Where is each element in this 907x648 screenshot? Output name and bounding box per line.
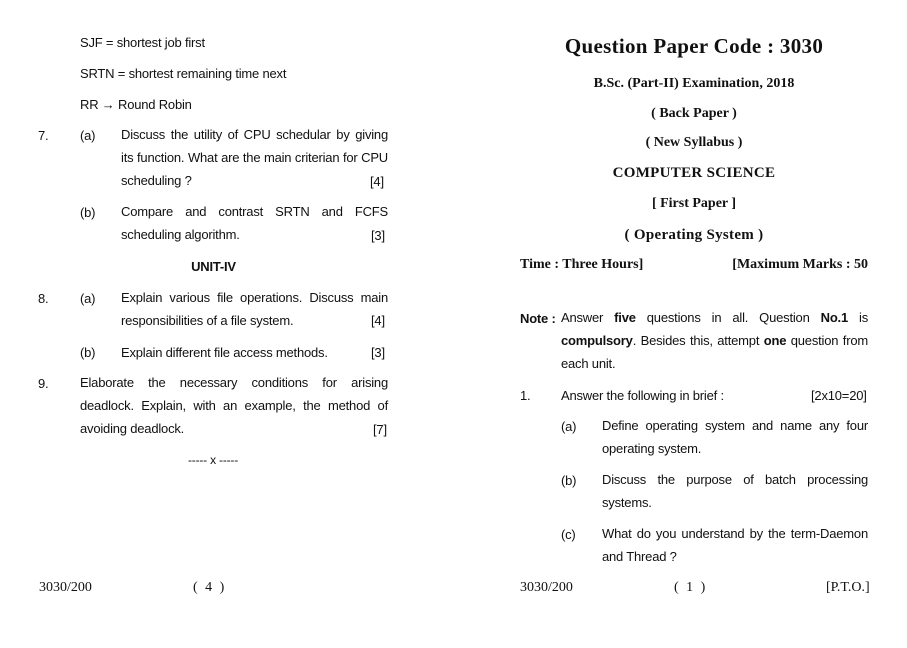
q7-number: 7.: [38, 128, 49, 143]
paper-type: ( Back Paper ): [651, 106, 737, 121]
q8a-text: Explain various file operations. Discuss main responsibilities of a file system.: [121, 290, 388, 328]
q8a-label: (a): [80, 291, 96, 306]
q1-text: Answer the following in brief :: [561, 388, 724, 403]
syllabus: ( New Syllabus ): [645, 135, 743, 150]
q1b-text: Discuss the purpose of batch processing systems.: [602, 472, 868, 510]
q7a-marks: [4]: [370, 174, 384, 189]
subject: COMPUTER SCIENCE: [612, 165, 776, 181]
abbrev-srtn: SRTN = shortest remaining time next: [80, 66, 287, 81]
exam-name: B.Sc. (Part-II) Examination, 2018: [593, 76, 795, 91]
right-footer-page: ( 1 ): [674, 580, 708, 595]
q7b-text: Compare and contrast SRTN and FCFS scheduling algorithm.: [121, 204, 388, 242]
pto-marker: [P.T.O.]: [826, 580, 870, 595]
q8b-label: (b): [80, 345, 96, 360]
q1-marks: [2x10=20]: [811, 388, 867, 403]
q1-number: 1.: [520, 388, 531, 403]
left-footer-page: ( 4 ): [193, 580, 227, 595]
q1b-label: (b): [561, 473, 577, 488]
q7b-label: (b): [80, 205, 96, 220]
page-title: Question Paper Code : 3030: [564, 34, 824, 58]
q7b-marks: [3]: [371, 228, 385, 243]
course-name: ( Operating System ): [624, 227, 764, 243]
q7a-label: (a): [80, 128, 96, 143]
q8b-text: Explain different file access methods.: [121, 345, 328, 360]
unit-heading: UNIT-IV: [191, 259, 236, 274]
q1a-text: Define operating system and name any four operating system.: [602, 418, 868, 456]
time-allowed: Time : Three Hours]: [520, 257, 644, 272]
paper-number: [ First Paper ]: [651, 196, 737, 211]
note-label: Note :: [520, 311, 556, 326]
q8-number: 8.: [38, 291, 49, 306]
abbrev-sjf: SJF = shortest job first: [80, 35, 205, 50]
maximum-marks: [Maximum Marks : 50: [732, 257, 868, 272]
q1c-label: (c): [561, 527, 576, 542]
q8b-marks: [3]: [371, 345, 385, 360]
time-marks-row: [520, 257, 868, 273]
note-text: Answer five questions in all. Question No.1 is compulsory. Besides this, attempt one question from each unit.: [561, 310, 868, 371]
abbrev-rr: RR → Round Robin: [80, 97, 192, 112]
left-footer-code: 3030/200: [39, 580, 92, 595]
q9-text: Elaborate the necessary conditions for arising deadlock. Explain, with an example, the method of avoiding deadlock.: [80, 375, 388, 436]
right-footer-code: 3030/200: [520, 580, 573, 595]
q9-marks: [7]: [373, 422, 387, 437]
end-marker: ----- x -----: [187, 453, 239, 467]
q7a-text: Discuss the utility of CPU schedular by giving its function. What are the main criterian for CPU scheduling ?: [121, 127, 388, 188]
q1c-text: What do you understand by the term-Daemon and Thread ?: [602, 526, 868, 564]
q9-number: 9.: [38, 376, 49, 391]
q1a-label: (a): [561, 419, 577, 434]
q8a-marks: [4]: [371, 313, 385, 328]
